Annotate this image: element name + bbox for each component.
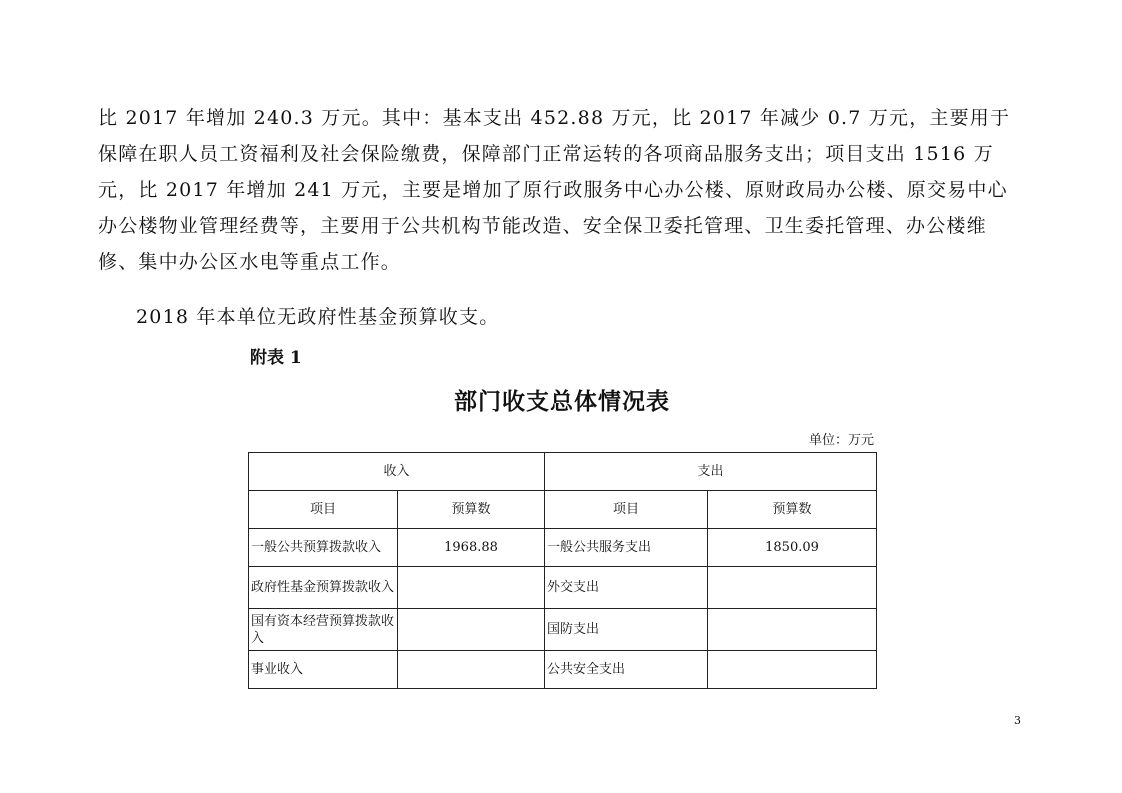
income-item-cell: 国有资本经营预算拨款收入 <box>249 609 398 651</box>
table-row <box>249 651 877 689</box>
income-budget-header: 预算数 <box>398 491 545 529</box>
expense-item-cell: 公共安全支出 <box>545 651 708 689</box>
page-number: 3 <box>1014 714 1021 727</box>
unit-label: 单位：万元 <box>808 433 874 448</box>
income-amount-cell <box>398 651 545 689</box>
expense-budget-header: 预算数 <box>708 491 877 529</box>
income-item-header: 项目 <box>249 491 398 529</box>
annex-label: 附表 1 <box>250 348 302 368</box>
body-paragraph-fund-note: 2018 年本单位无政府性基金预算收支。 <box>136 306 500 328</box>
table-column-header-row <box>249 491 877 529</box>
income-amount-cell <box>398 567 545 609</box>
income-header: 收入 <box>249 453 545 491</box>
table-row <box>249 567 877 609</box>
income-item-cell: 一般公共预算拨款收入 <box>249 529 398 567</box>
expense-item-cell: 国防支出 <box>545 609 708 651</box>
table-group-header-row <box>249 453 877 491</box>
expense-item-header: 项目 <box>545 491 708 529</box>
expense-amount-cell <box>708 567 877 609</box>
table-row <box>249 529 877 567</box>
budget-summary-table <box>248 452 877 689</box>
income-amount-cell: 1968.88 <box>398 529 545 567</box>
expense-amount-cell <box>708 651 877 689</box>
expense-item-cell: 一般公共服务支出 <box>545 529 708 567</box>
body-paragraph-budget-detail: 比 2017 年增加 240.3 万元。其中：基本支出 452.88 万元，比 2017 年减少 0.7 万元，主要用于保障在职人员工资福利及社会保险缴费，保障部门正常运转的各项商品服务支出；项目支出 1516 万元，比 2017 年增加 241 万元，主要是增加了原行政服务中心办公楼、原财政局办公楼、原交易中心办公楼物业管理经费等，主要用于公共机构节能改造、安全保卫委托管理、卫生委托管理、办公楼维修、集中办公区水电等重点工作。 <box>98 107 1011 273</box>
expense-amount-cell <box>708 609 877 651</box>
expense-header: 支出 <box>545 453 877 491</box>
income-amount-cell <box>398 609 545 651</box>
expense-amount-cell: 1850.09 <box>708 529 877 567</box>
expense-item-cell: 外交支出 <box>545 567 708 609</box>
income-item-cell: 政府性基金预算拨款收入 <box>249 567 398 609</box>
table-title: 部门收支总体情况表 <box>454 388 670 415</box>
table-row <box>249 609 877 651</box>
income-item-cell: 事业收入 <box>249 651 398 689</box>
